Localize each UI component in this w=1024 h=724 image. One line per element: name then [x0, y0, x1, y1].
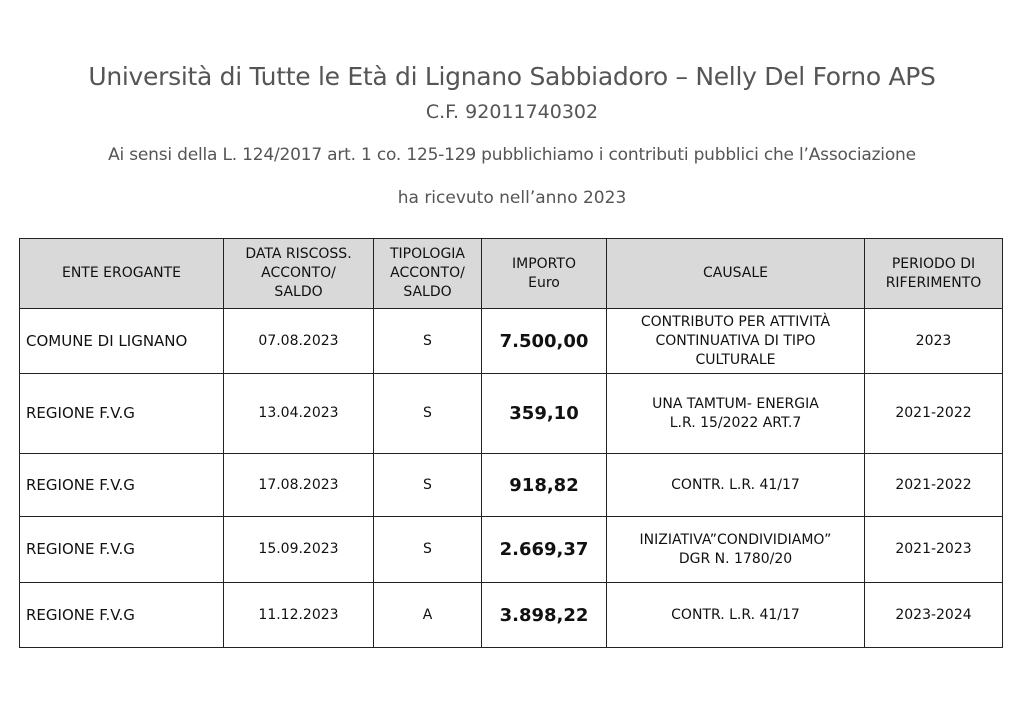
cell-importo: 3.898,22 [482, 583, 607, 648]
table-header-row [20, 239, 1003, 309]
cell-importo: 2.669,37 [482, 517, 607, 583]
cell-data: 17.08.2023 [224, 454, 374, 517]
intro-line-1: Ai sensi della L. 124/2017 art. 1 co. 125-129 pubblichiamo i contributi pubblici che l’Associazione [108, 145, 916, 165]
cell-periodo: 2021-2023 [865, 517, 1003, 583]
header-line: Euro [528, 274, 560, 291]
cell-data: 07.08.2023 [224, 309, 374, 374]
cell-periodo: 2023-2024 [865, 583, 1003, 648]
header-line: ACCONTO/ [390, 265, 465, 281]
causale-line: INIZIATIVA”CONDIVIDIAMO” [639, 531, 832, 548]
cell-ente: REGIONE F.V.G [20, 517, 224, 583]
causale-line: DGR N. 1780/20 [678, 550, 793, 567]
table-row [20, 309, 1003, 374]
column-header-importo [482, 239, 607, 309]
column-header-causale [607, 239, 865, 309]
cell-causale [607, 517, 865, 583]
cell-data: 13.04.2023 [224, 374, 374, 454]
cell-periodo: 2021-2022 [865, 454, 1003, 517]
cell-causale [607, 583, 865, 648]
causale-line: CONTR. L.R. 41/17 [671, 606, 800, 623]
cell-tipologia: S [374, 309, 482, 374]
cell-importo: 7.500,00 [482, 309, 607, 374]
document-title: Università di Tutte le Età di Lignano Sabbiadoro – Nelly Del Forno APS [88, 62, 936, 91]
cell-periodo: 2021-2022 [865, 374, 1003, 454]
cell-ente: REGIONE F.V.G [20, 374, 224, 454]
header-line: SALDO [274, 284, 323, 300]
column-header-periodo [865, 239, 1003, 309]
cell-tipologia: S [374, 374, 482, 454]
column-header-tipologia [374, 239, 482, 309]
table-row [20, 454, 1003, 517]
header-line: RIFERIMENTO [885, 274, 982, 291]
cell-importo: 359,10 [482, 374, 607, 454]
causale-line: L.R. 15/2022 ART.7 [669, 414, 802, 431]
header-line: PERIODO DI [891, 255, 976, 272]
cell-causale [607, 374, 865, 454]
cell-ente: REGIONE F.V.G [20, 454, 224, 517]
header-line: IMPORTO [512, 255, 576, 272]
cell-importo: 918,82 [482, 454, 607, 517]
header-line: SALDO [403, 284, 452, 300]
contributions-table [19, 238, 1003, 648]
causale-line: CULTURALE [695, 351, 776, 368]
header-line: ACCONTO/ [261, 265, 336, 281]
intro-line-2: ha ricevuto nell’anno 2023 [397, 188, 627, 208]
table-row [20, 583, 1003, 648]
cell-data: 11.12.2023 [224, 583, 374, 648]
cell-causale [607, 454, 865, 517]
cell-periodo: 2023 [865, 309, 1003, 374]
causale-line: CONTRIBUTO PER ATTIVITÀ [640, 313, 831, 330]
causale-line: CONTR. L.R. 41/17 [671, 476, 800, 493]
header-line: ENTE EROGANTE [61, 265, 182, 281]
cell-data: 15.09.2023 [224, 517, 374, 583]
cell-ente: COMUNE DI LIGNANO [20, 309, 224, 374]
causale-line: UNA TAMTUM- ENERGIA [652, 395, 819, 412]
header-line: DATA RISCOSS. [245, 246, 352, 262]
cell-causale [607, 309, 865, 374]
cell-tipologia: A [374, 583, 482, 648]
table-row [20, 517, 1003, 583]
column-header-ente [20, 239, 224, 309]
cell-tipologia: S [374, 517, 482, 583]
cell-tipologia: S [374, 454, 482, 517]
cell-ente: REGIONE F.V.G [20, 583, 224, 648]
causale-line: CONTINUATIVA DI TIPO [655, 332, 816, 349]
header-line: CAUSALE [703, 265, 768, 281]
table-row [20, 374, 1003, 454]
column-header-data [224, 239, 374, 309]
fiscal-code: C.F. 92011740302 [425, 101, 599, 123]
header-line: TIPOLOGIA [389, 246, 466, 262]
